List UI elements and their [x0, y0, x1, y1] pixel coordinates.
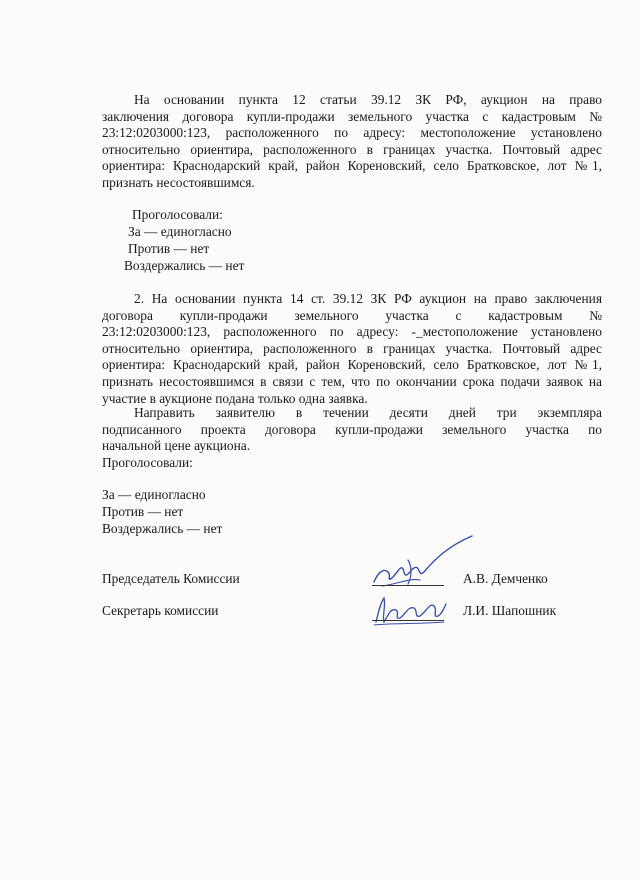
chairman-label: Председатель Комиссии [102, 571, 240, 586]
paragraph-1-line: относительно ориентира, расположенного в границах участка. Почтовый адрес [102, 141, 602, 157]
paragraph-3-line: Направить заявителю в течении десяти дней три экземпляра [134, 405, 602, 420]
vote-1-against: Против — нет [128, 241, 210, 256]
paragraph-1-line: заключения договора купли-продажи земельного участка с кадастровым № [102, 108, 602, 124]
secretary-name: Л.И. Шапошник [463, 603, 557, 618]
paragraph-2-line: договора купли-продажи земельного участка с кадастровым № [102, 307, 602, 323]
paragraph-2-line: 2. На основании пункта 14 ст. 39.12 ЗК РФ аукцион на право заключения [134, 291, 602, 306]
vote-1-abstained: Воздержались — нет [124, 258, 245, 273]
secretary-signature-line [372, 620, 444, 621]
vote-2-for: За — единогласно [102, 487, 206, 502]
paragraph-2-line: признать несостоявшимся в связи с тем, что по окончании срока подачи заявок на [102, 373, 602, 389]
paragraph-2-line: участие в аукционе подана только одна заявка. [102, 390, 368, 406]
paragraph-1 [102, 92, 602, 192]
paragraph-3 [102, 405, 602, 455]
paragraph-2-line: относительно ориентира, расположенного в границах участка. Почтовый адрес [102, 340, 602, 356]
paragraph-3-line: подписанного проекта договора купли-продажи земельного участка по [102, 421, 602, 437]
secretary-signature [370, 592, 450, 628]
paragraph-1-line: На основании пункта 12 статьи 39.12 ЗК РФ, аукцион на право [134, 92, 602, 107]
paragraph-1-line: 23:12:0203000:123, расположенного по адресу: местоположение установлено [102, 125, 602, 141]
vote-2-title: Проголосовали: [102, 455, 193, 470]
paragraph-2-line: ориентира: Краснодарский край, район Кореновский, село Братковское, лот №1, [102, 357, 602, 373]
paragraph-3-line: начальной цене аукциона. [102, 438, 251, 454]
vote-2-abstained: Воздержались — нет [102, 521, 223, 536]
paragraph-1-line: признать несостоявшимся. [102, 174, 255, 190]
chairman-name: А.В. Демченко [463, 571, 548, 586]
vote-2-against: Против — нет [102, 504, 184, 519]
secretary-label: Секретарь комиссии [102, 603, 219, 618]
chairman-signature [368, 532, 478, 590]
vote-1-title: Проголосовали: [132, 207, 223, 222]
vote-1-for: За — единогласно [128, 224, 232, 239]
chairman-signature-line [372, 585, 444, 586]
paragraph-2 [102, 291, 602, 407]
paragraph-1-line: ориентира: Краснодарский край, район Кореновский, село Братковское, лот №1, [102, 158, 602, 174]
paragraph-2-line: 23:12:0203000:123, расположенного по адресу: -_местоположение установлено [102, 324, 602, 340]
